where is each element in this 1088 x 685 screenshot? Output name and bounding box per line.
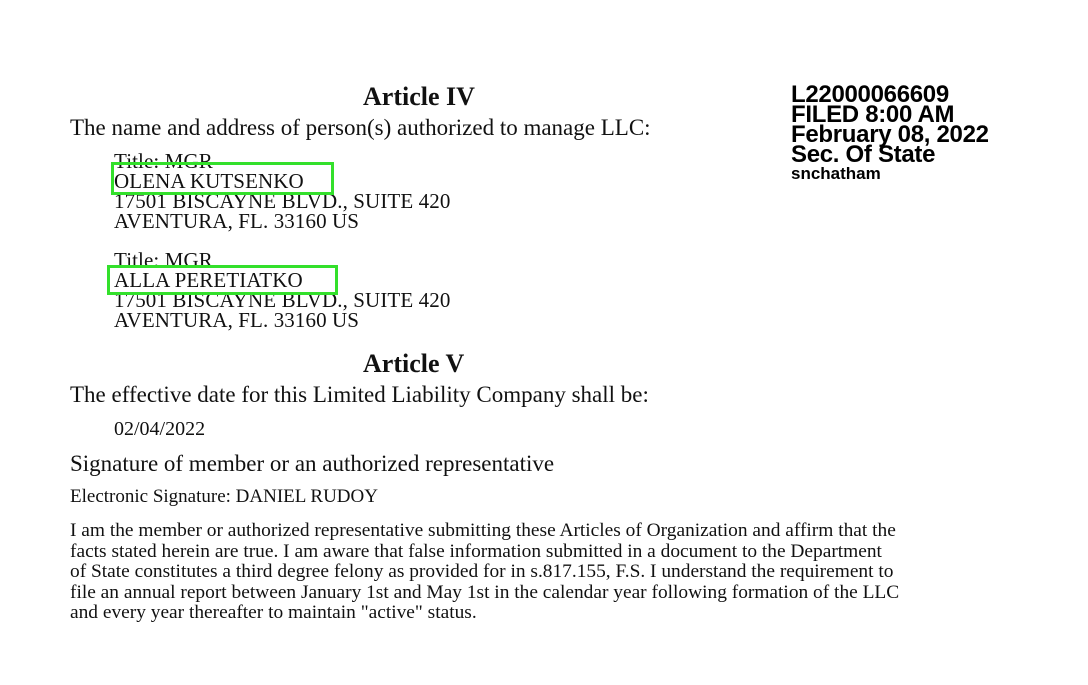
affirmation-paragraph — [70, 521, 899, 624]
highlight-box-manager-2-name — [107, 265, 338, 295]
affirmation-line: I am the member or authorized representative submitting these Articles of Organization and affirm that the — [70, 520, 896, 541]
filed-date: February 08, 2022 — [791, 121, 989, 148]
manager-address-line2: AVENTURA, FL. 33160 US — [114, 308, 360, 332]
manager-name: ALLA PERETIATKO — [114, 268, 303, 292]
filing-clerk: snchatham — [791, 164, 881, 183]
manager-title: Title: MGR — [114, 149, 213, 173]
manager-address-line2: AVENTURA, FL. 33160 US — [114, 209, 360, 233]
article-iv-intro: The name and address of person(s) authorized to manage LLC: — [70, 115, 651, 140]
affirmation-line: file an annual report between January 1st and May 1st in the calendar year following formation of the LLC — [70, 581, 900, 603]
article-v-intro: The effective date for this Limited Liability Company shall be: — [70, 382, 649, 407]
article-v-heading: Article V — [363, 349, 465, 378]
effective-date: 02/04/2022 — [114, 418, 206, 440]
filed-time: FILED 8:00 AM — [791, 101, 955, 128]
manager-name: OLENA KUTSENKO — [114, 169, 304, 193]
electronic-signature: Electronic Signature: DANIEL RUDOY — [70, 486, 378, 507]
signature-heading: Signature of member or an authorized representative — [70, 451, 555, 476]
highlight-box-manager-1-name — [111, 162, 334, 195]
affirmation-line: of State constitutes a third degree felony as provided for in s.817.155, F.S. I understand the requirement to — [70, 561, 894, 582]
manager-address-line1: 17501 BISCAYNE BLVD., SUITE 420 — [114, 288, 451, 312]
document-number: L22000066609 — [791, 81, 949, 108]
manager-title: Title: MGR — [114, 248, 213, 272]
manager-address-line1: 17501 BISCAYNE BLVD., SUITE 420 — [114, 189, 451, 213]
affirmation-line: facts stated herein are true. I am aware that false information submitted in a document to the Department — [70, 540, 882, 562]
filing-office: Sec. Of State — [791, 141, 936, 168]
article-iv-heading: Article IV — [363, 82, 475, 111]
affirmation-line: and every year thereafter to maintain "active" status. — [70, 602, 477, 623]
filing-stamp — [791, 81, 989, 183]
